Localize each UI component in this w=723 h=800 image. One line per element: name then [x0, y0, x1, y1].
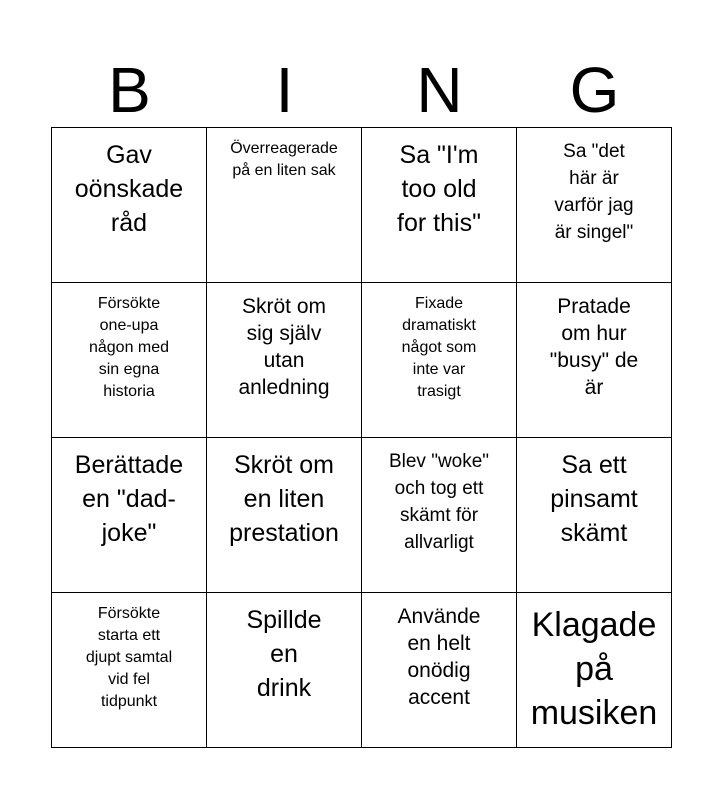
cell-text: Sa "I'm too old for this" [397, 141, 481, 237]
bingo-cell[interactable] [362, 128, 517, 283]
bingo-cell[interactable] [362, 438, 517, 593]
bingo-cell[interactable] [207, 593, 362, 748]
bingo-cell[interactable] [207, 128, 362, 283]
bingo-cell[interactable] [207, 283, 362, 438]
cell-text: Använde en helt onödig accent [397, 605, 481, 709]
header-letter-b: B [108, 54, 151, 126]
bingo-cell[interactable] [517, 283, 672, 438]
bingo-cell[interactable] [517, 593, 672, 748]
bingo-cell[interactable] [52, 128, 207, 283]
header-letter-g: G [569, 54, 620, 126]
cell-text: Gav oönskade råd [74, 141, 184, 237]
cell-text: Fixade dramatiskt något som inte var trasigt [401, 295, 477, 400]
bingo-cell[interactable] [362, 593, 517, 748]
header-letter-n: N [416, 54, 463, 126]
cell-text: Skröt om sig själv utan anledning [238, 295, 330, 399]
cell-text: Överreagerade på en liten sak [230, 140, 338, 179]
header-letter-i: I [275, 54, 294, 126]
cell-text: Klagade på musiken [530, 606, 658, 732]
cell-text: Försökte one-upa någon med sin egna historia [88, 295, 170, 400]
bingo-cell[interactable] [517, 128, 672, 283]
bingo-cell[interactable] [52, 593, 207, 748]
cell-text: Pratade om hur "busy" de är [549, 295, 639, 399]
bingo-cell[interactable] [207, 438, 362, 593]
cell-text: Sa "det här är varför jag är singel" [554, 141, 634, 243]
bingo-cell[interactable] [517, 438, 672, 593]
cell-text: Skröt om en liten prestation [229, 451, 339, 547]
bingo-cell[interactable] [52, 438, 207, 593]
cell-text: Försökte starta ett djupt samtal vid fel tidpunkt [85, 605, 173, 710]
bingo-cell[interactable] [362, 283, 517, 438]
cell-text: Spillde en drink [246, 606, 322, 702]
cell-text: Blev "woke" och tog ett skämt för allvarligt [388, 451, 490, 553]
bingo-cell[interactable] [52, 283, 207, 438]
bingo-header [52, 52, 672, 128]
cell-text: Berättade en "dad- joke" [74, 451, 184, 547]
bingo-grid [51, 127, 672, 748]
cell-text: Sa ett pinsamt skämt [550, 451, 638, 547]
